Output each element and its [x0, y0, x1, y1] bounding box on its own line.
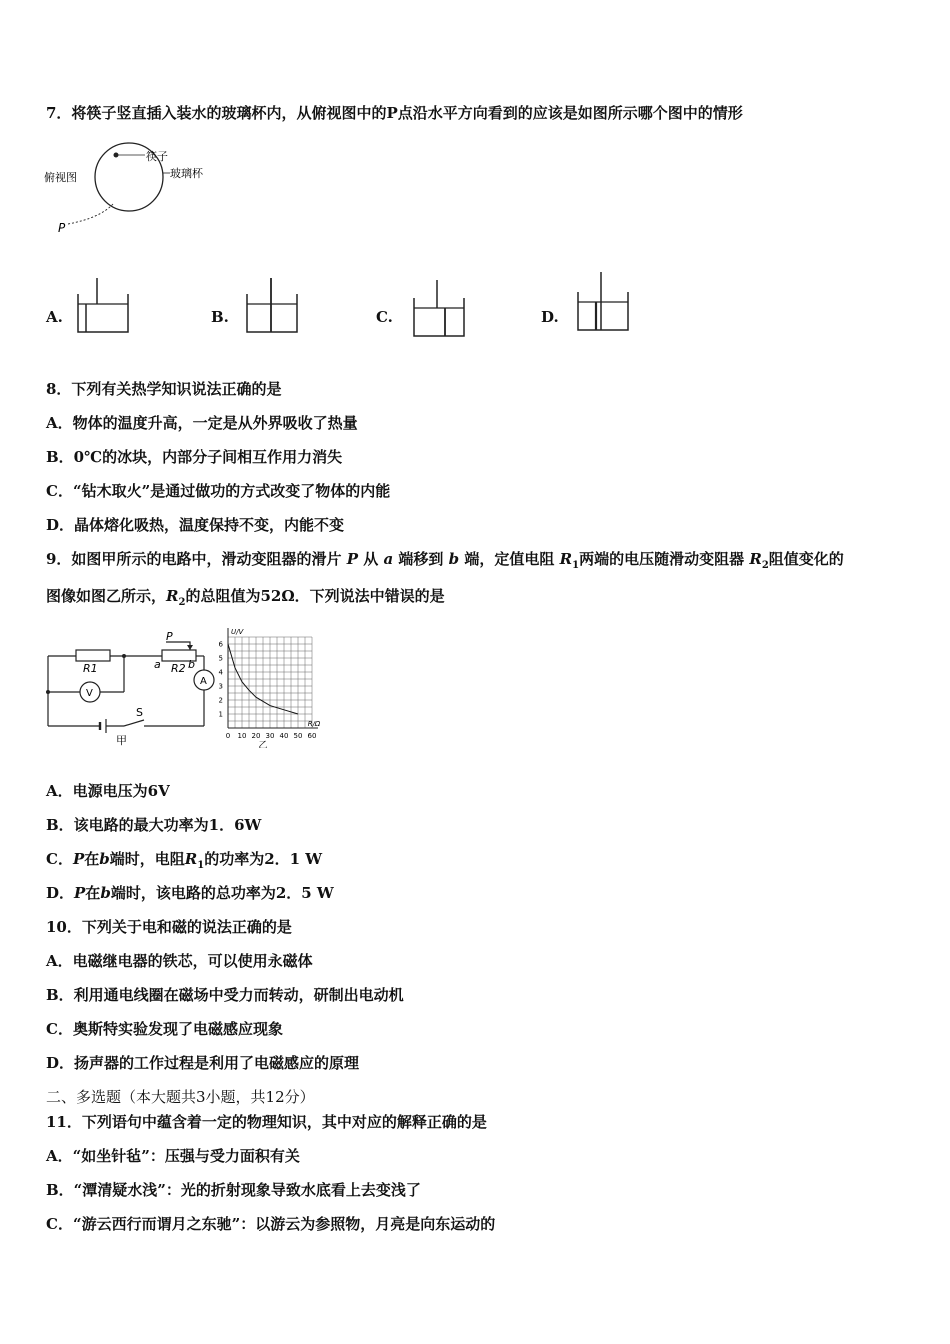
x-axis-label: R/Ω [307, 720, 321, 728]
label-b-end: b [188, 658, 195, 671]
q9-option-d[interactable]: D．P在b端时，该电路的总功率为2．5 W [46, 884, 334, 902]
q10-stem: 10．下列关于电和磁的说法正确的是 [46, 918, 292, 936]
chopstick-label: 筷子 [146, 150, 168, 163]
q7-glass-d-icon [572, 272, 634, 332]
q7-option-d[interactable]: D. [541, 308, 559, 326]
x-tick-label: 40 [279, 732, 289, 740]
q7-stem: 7．将筷子竖直插入装水的玻璃杯内，从俯视图中的P点沿水平方向看到的应该是如图所示哪个图中的情形 [46, 104, 743, 122]
q8-option-b[interactable]: B．0℃的冰块，内部分子间相互作用力消失 [46, 448, 343, 466]
x-tick-label: 20 [251, 732, 261, 740]
q10-option-b[interactable]: B．利用通电线圈在磁场中受力而转动，研制出电动机 [46, 986, 404, 1004]
label-p: P [166, 630, 173, 643]
glass-label: 玻璃杯 [170, 167, 203, 180]
q9-option-a[interactable]: A．电源电压为6V [46, 782, 170, 800]
q11-option-c[interactable]: C．“游云西行而谓月之东驰”：以游云为参照物，月亮是向东运动的 [46, 1215, 496, 1233]
q7-glass-c-icon [408, 280, 472, 340]
q8-option-a[interactable]: A．物体的温度升高，一定是从外界吸收了热量 [46, 414, 358, 432]
q9-option-b[interactable]: B．该电路的最大功率为1．6W [46, 816, 262, 834]
y-tick-label: 1 [218, 710, 223, 719]
y-tick-label: 4 [218, 668, 223, 677]
label-r1: R1 [83, 662, 98, 675]
q7-glass-a-icon [72, 278, 134, 336]
label-v: V [86, 688, 93, 699]
point-p-label: P [58, 221, 66, 235]
q7-option-a[interactable]: A. [46, 308, 63, 326]
y-tick-label: 5 [218, 654, 223, 663]
q9-stem-line1: 9．如图甲所示的电路中，滑动变阻器的滑片 P 从 a 端移到 b 端，定值电阻 $R_1$两端的电压随滑动变阻器 $R_2$阻值变化的 [46, 550, 844, 571]
q7-glass-b-icon [241, 278, 303, 336]
y-tick-label: 2 [218, 696, 223, 705]
q8-option-c[interactable]: C．“钻木取火”是通过做功的方式改变了物体的内能 [46, 482, 391, 500]
q7-option-c[interactable]: C. [376, 308, 393, 326]
label-s: S [136, 706, 143, 719]
top-view-label: 俯视图 [44, 171, 77, 184]
section2-title: 二、多选题（本大题共3小题，共12分） [46, 1088, 315, 1106]
q9-graph [212, 620, 342, 748]
q7-top-view-figure [40, 140, 210, 240]
q11-option-a[interactable]: A．“如坐针毡”：压强与受力面积有关 [46, 1147, 300, 1165]
x-tick-label: 30 [265, 732, 275, 740]
label-r2: R2 [171, 662, 186, 675]
y-tick-label: 6 [218, 640, 223, 649]
caption-jia: 甲 [116, 734, 127, 747]
q10-option-c[interactable]: C．奥斯特实验发现了电磁感应现象 [46, 1020, 283, 1038]
q10-option-a[interactable]: A．电磁继电器的铁芯，可以使用永磁体 [46, 952, 313, 970]
x-tick-label: 50 [293, 732, 303, 740]
q11-option-b[interactable]: B．“潭清疑水浅”：光的折射现象导致水底看上去变浅了 [46, 1181, 421, 1199]
x-tick-label: 0 [225, 732, 231, 740]
q9-option-c[interactable]: C．P在b端时，电阻$R_1$的功率为2．1 W [46, 850, 323, 871]
x-tick-label: 60 [307, 732, 317, 740]
y-axis-label: U/V [231, 628, 244, 636]
q8-option-d[interactable]: D．晶体熔化吸热，温度保持不变，内能不变 [46, 516, 345, 534]
y-tick-label: 3 [218, 682, 223, 691]
label-a-meter: A [200, 676, 207, 687]
q10-option-d[interactable]: D．扬声器的工作过程是利用了电磁感应的原理 [46, 1054, 360, 1072]
q9-circuit-diagram [40, 630, 220, 748]
x-tick-label: 10 [237, 732, 247, 740]
q9-stem-line2: 图像如图乙所示，$R_2$的总阻值为52Ω．下列说法中错误的是 [46, 587, 445, 608]
chopstick-dot [114, 153, 119, 158]
q7-option-b[interactable]: B. [211, 308, 229, 326]
label-a-end: a [154, 658, 161, 671]
q11-stem: 11．下列语句中蕴含着一定的物理知识，其中对应的解释正确的是 [46, 1113, 487, 1131]
graph-caption: 乙 [258, 741, 268, 748]
resistor-r1 [76, 650, 110, 661]
q8-stem: 8．下列有关热学知识说法正确的是 [46, 380, 282, 398]
